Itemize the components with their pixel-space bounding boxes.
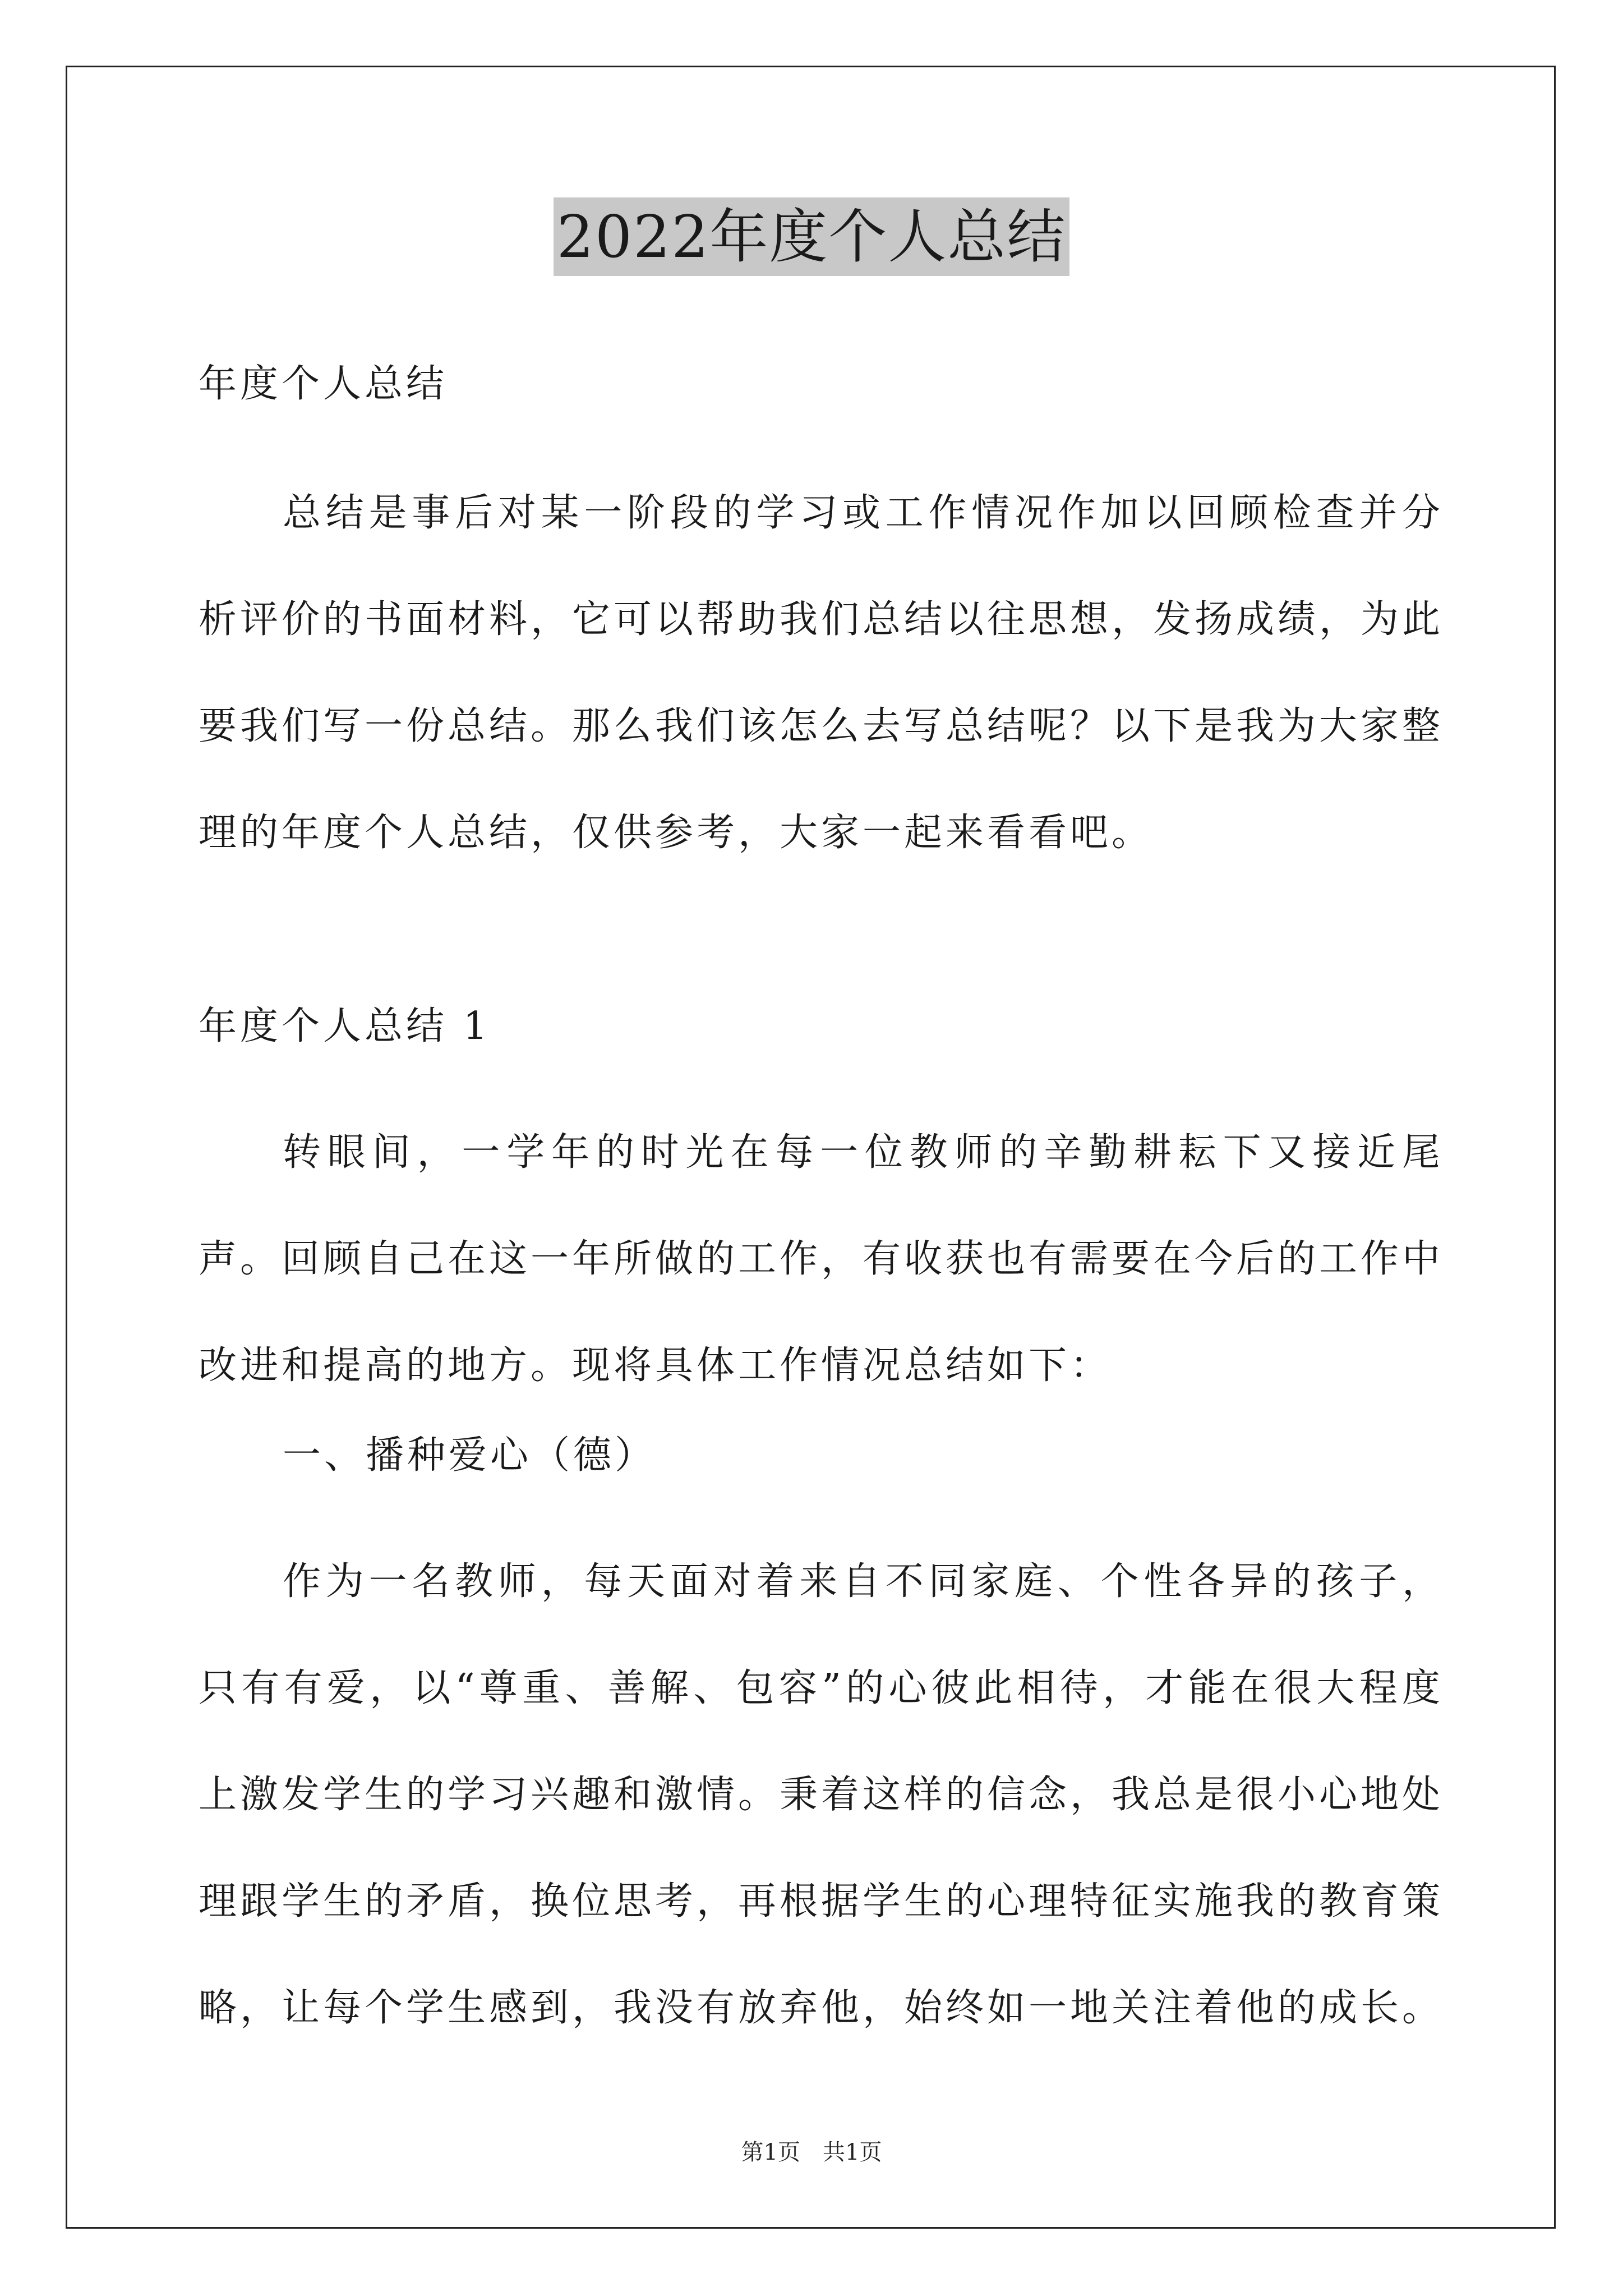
paragraph-1-block [199, 1099, 1444, 1419]
section-heading-love: 一、播种爱心（德） [283, 1433, 657, 1478]
paragraph-2-block [199, 1529, 1444, 2062]
heading-summary-1: 年度个人总结 1 [199, 1004, 491, 1048]
paragraph-2: 作为一名教师，每天面对着来自不同家庭、个性各异的孩子，只有有爱，以“尊重、善解、包容”的心彼此相待，才能在很大程度上激发学生的学习兴趣和激情。秉着这样的信念，我总是很小心地处理跟学生的矛盾，换位思考，再根据学生的心理特征实施我的教育策略，让每个学生感到，我没有放弃他，始终如一地关注着他的成长。 [199, 1559, 1444, 2030]
heading-annual-summary: 年度个人总结 [199, 362, 448, 406]
page-footer: 第1页 共1页 [741, 2139, 882, 2165]
document-title: 2022年度个人总结 [554, 197, 1070, 276]
intro-paragraph-block [199, 460, 1444, 886]
intro-paragraph: 总结是事后对某一阶段的学习或工作情况作加以回顾检查并分析评价的书面材料，它可以帮助我们总结以往思想，发扬成绩，为此要我们写一份总结。那么我们该怎么去写总结呢？以下是我为大家整理的年度个人总结，仅供参考，大家一起来看看吧。 [199, 491, 1444, 855]
title-wrap [0, 197, 1623, 276]
paragraph-1: 转眼间，一学年的时光在每一位教师的辛勤耕耘下又接近尾声。回顾自己在这一年所做的工作，有收获也有需要在今后的工作中改进和提高的地方。现将具体工作情况总结如下： [199, 1130, 1444, 1388]
